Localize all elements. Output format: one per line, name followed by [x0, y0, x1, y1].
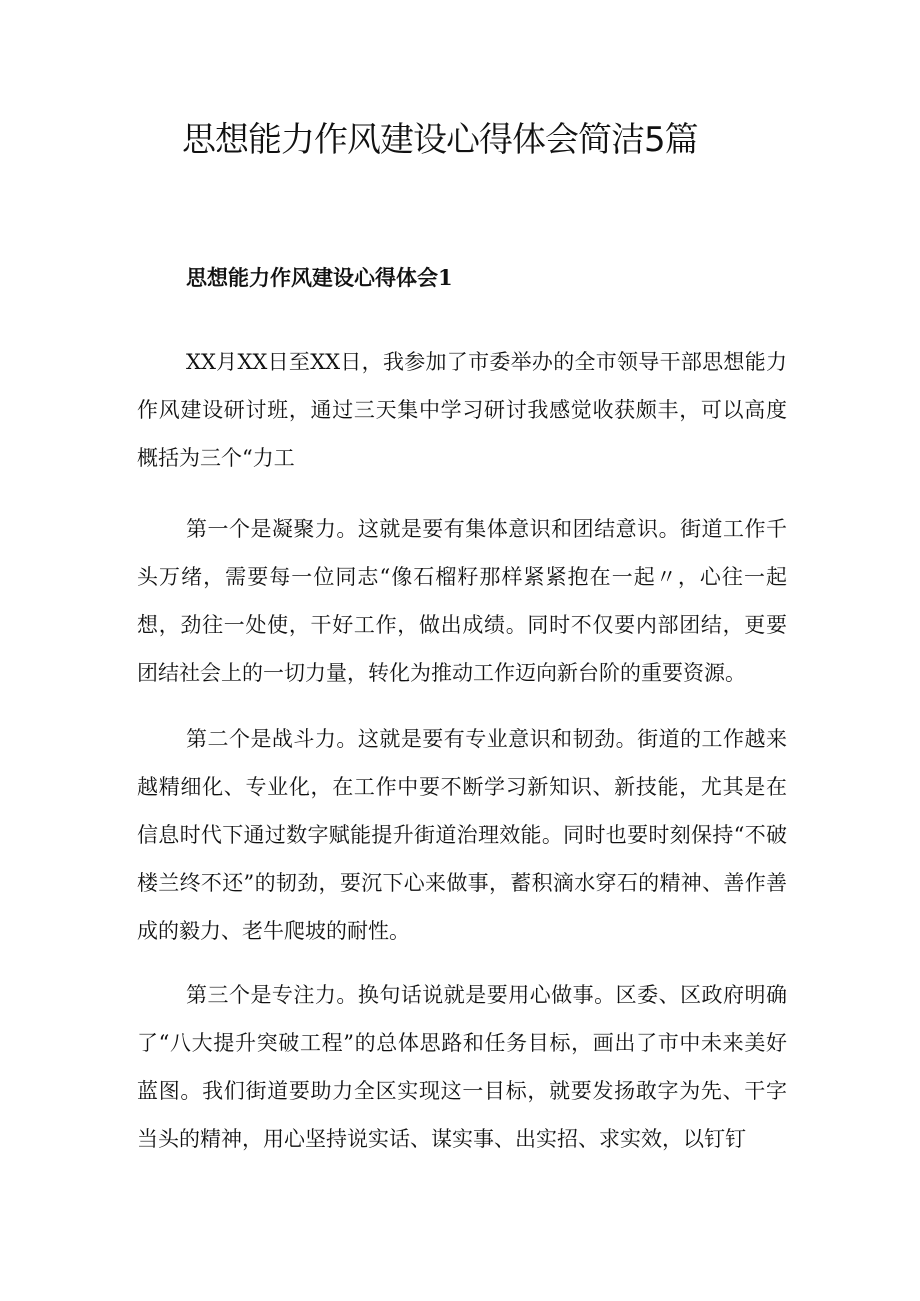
paragraph-fighting-capacity: 第二个是战斗力。这就是要有专业意识和韧劲。街道的工作越来越精细化、专业化，在工作中要不断学习新知识、新技能，尤其是在信息时代下通过数字赋能提升街道治理效能。同时也要时刻保持“不破楼兰终不还”的韧劲，要沉下心来做事，蓄积滴水穿石的精神、善作善成的毅力、老牛爬坡的耐性。 [137, 727, 787, 943]
document-title: 思想能力作风建设心得体会简洁5篇 [182, 120, 698, 160]
section-heading: 思想能力作风建设心得体会1 [186, 265, 453, 290]
paragraph-intro: XX月XX日至XX日，我参加了市委举办的全市领导干部思想能力作风建设研讨班，通过三天集中学习研讨我感觉收获颇丰，可以高度概括为三个“力工 [137, 350, 787, 470]
paragraph-focus: 第三个是专注力。换句话说就是要用心做事。区委、区政府明确了“八大提升突破工程”的总体思路和任务目标，画出了市中未来美好蓝图。我们街道要助力全区实现这一目标，就要发扬敢字为先、干字当头的精神，用心坚持说实话、谋实事、出实招、求实效，以钉钉 [137, 983, 787, 1151]
paragraph-cohesion: 第一个是凝聚力。这就是要有集体意识和团结意识。街道工作千头万绪，需要每一位同志“像石榴籽那样紧紧抱在一起〃，心往一起想，劲往一处使，干好工作，做出成绩。同时不仅要内部团结，更要团结社会上的一切力量，转化为推动工作迈向新台阶的重要资源。 [137, 517, 787, 685]
